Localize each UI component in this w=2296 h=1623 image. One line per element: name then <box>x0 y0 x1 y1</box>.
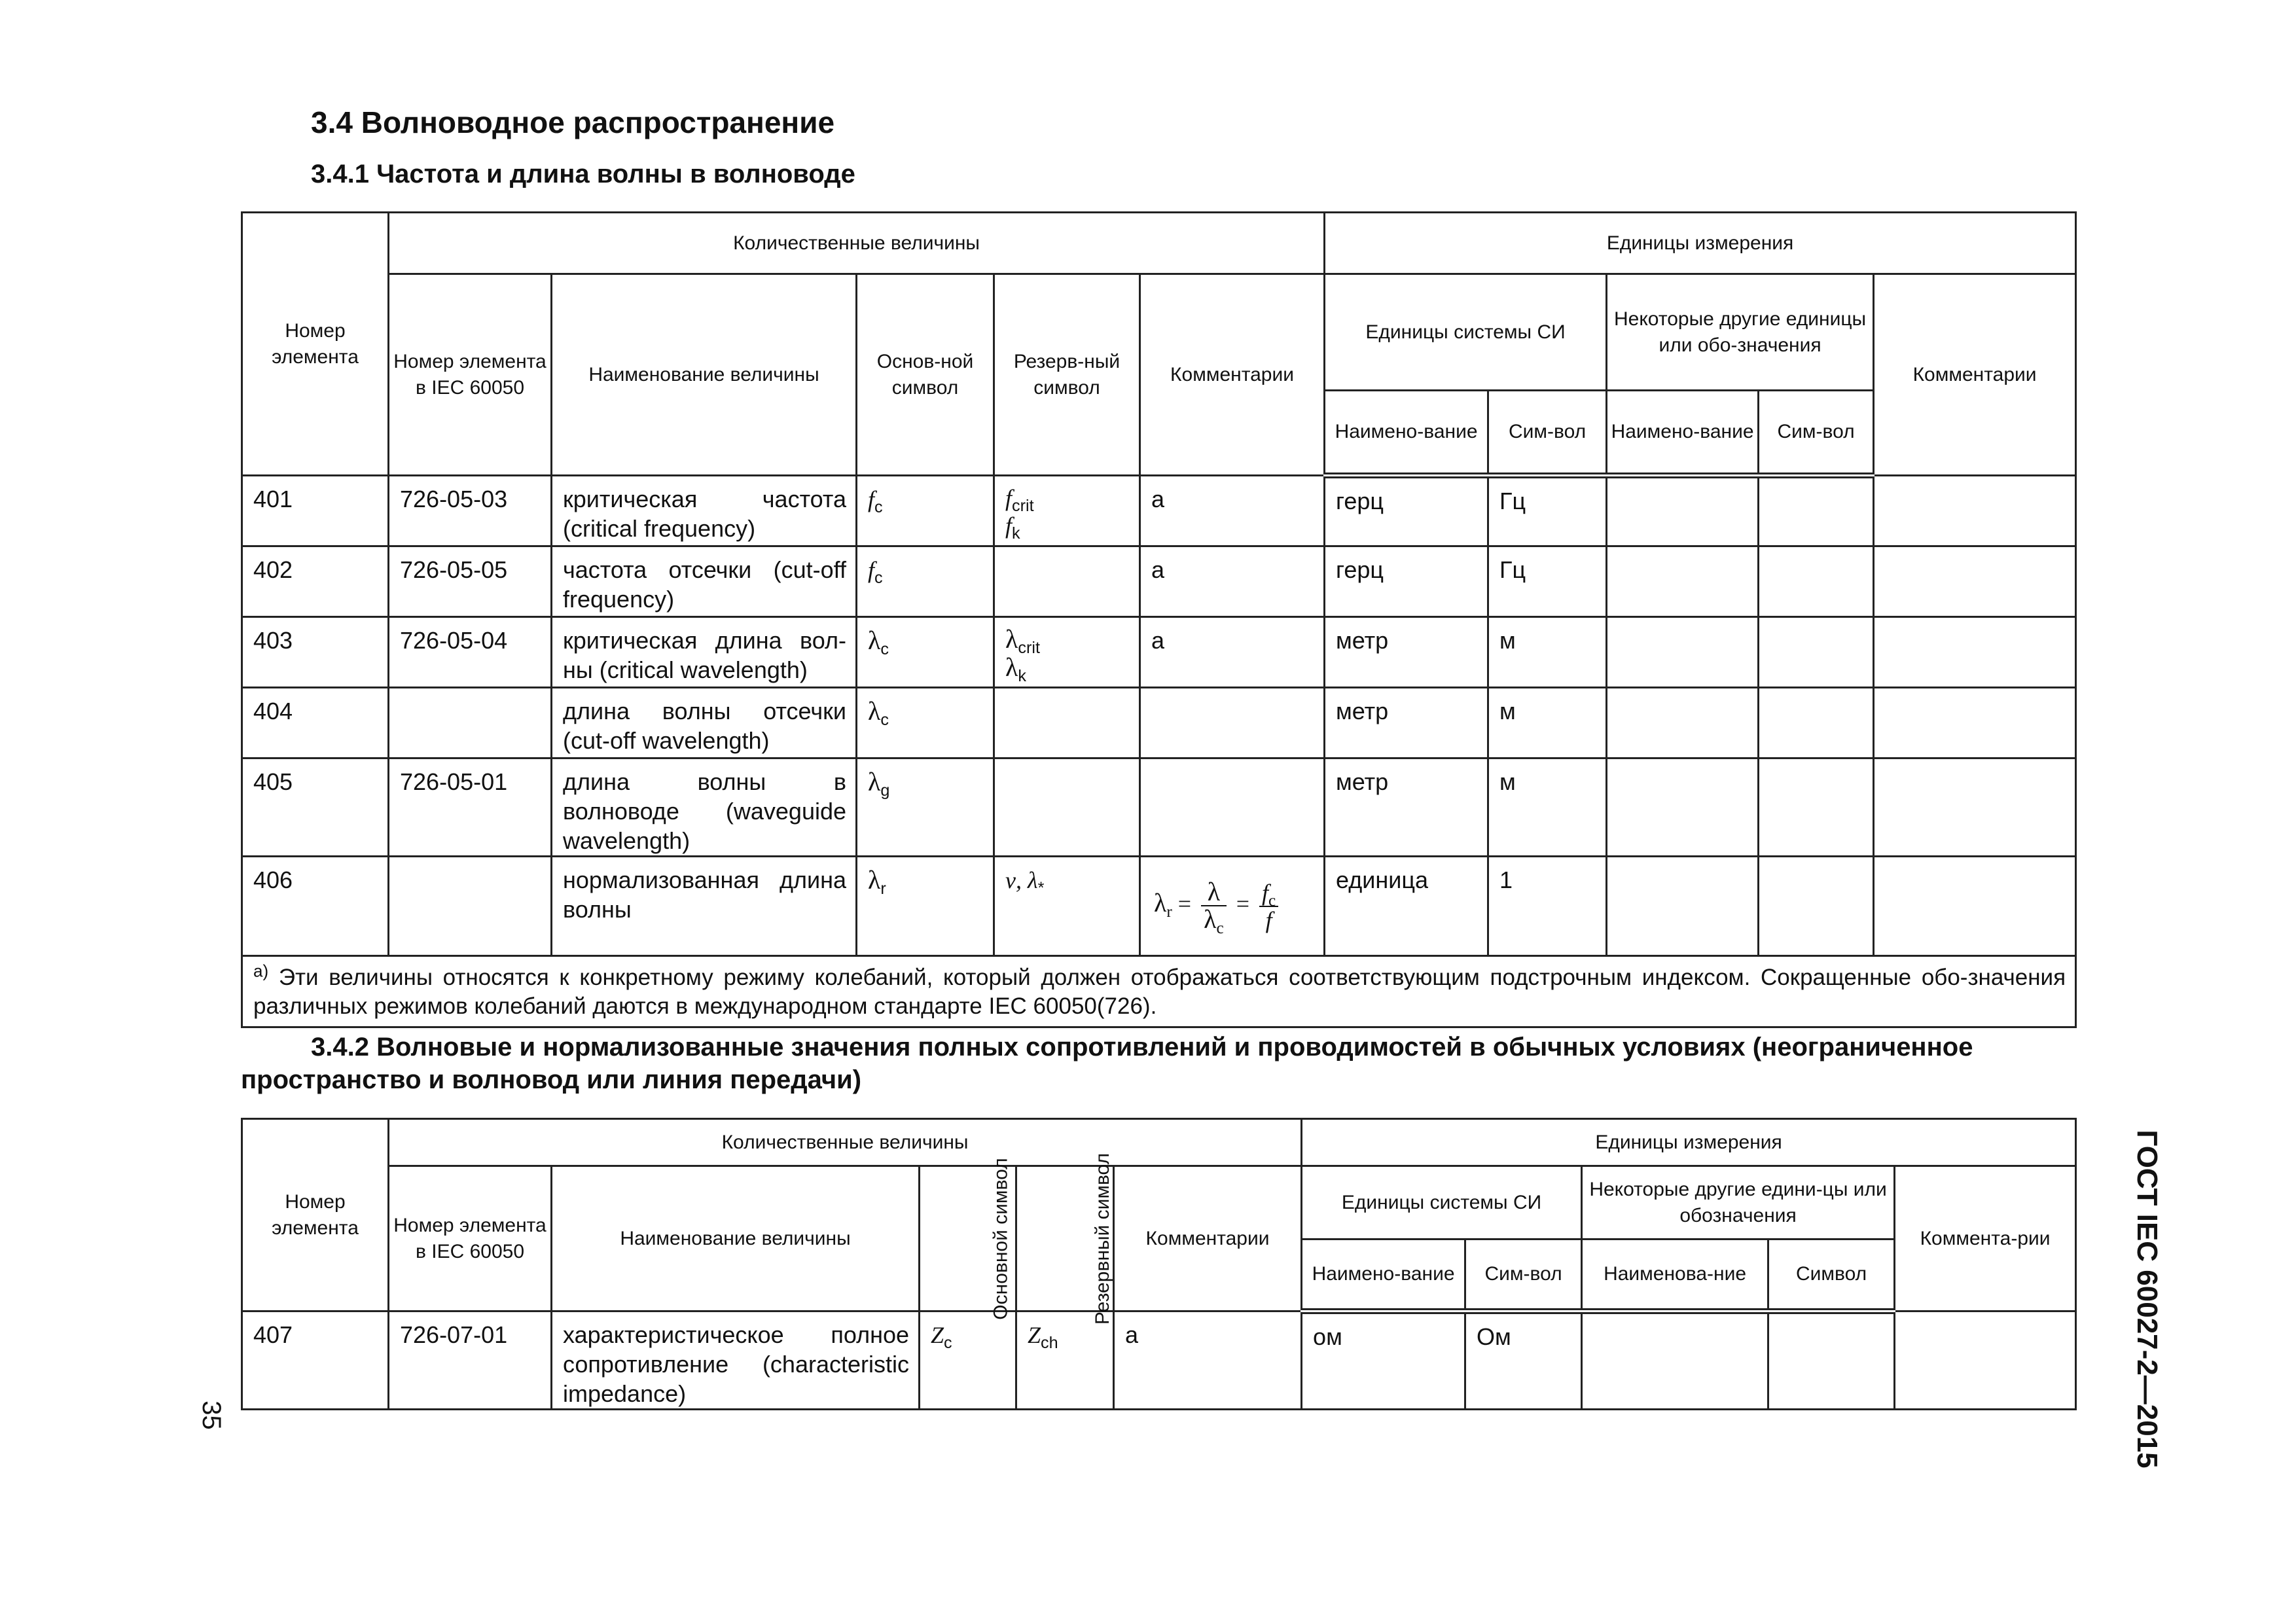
cell-main-symbol: $f_c$ <box>857 546 994 617</box>
header-si-symbol: Сим-вол <box>1465 1240 1582 1311</box>
cell-iec <box>389 688 552 758</box>
header-units: Единицы измерения <box>1302 1119 2076 1166</box>
cell-name: критическая частота (critical frequency) <box>552 476 857 546</box>
header-reserve-symbol: Резервный символ <box>1016 1166 1114 1311</box>
cell-unit-comments <box>1874 617 2076 688</box>
cell-no: 404 <box>242 688 389 758</box>
cell-si-symbol: м <box>1488 758 1607 857</box>
cell-iec: 726-07-01 <box>389 1311 552 1410</box>
section-title: 3.4 Волноводное распространение <box>311 105 835 139</box>
header-comments: Комментарии <box>1140 274 1325 476</box>
cell-reserve-symbol <box>994 758 1140 857</box>
cell-no: 405 <box>242 758 389 857</box>
cell-reserve-symbol: $Z_{ch}$ <box>1016 1311 1114 1410</box>
cell-other-symbol <box>1759 546 1874 617</box>
cell-other-name <box>1607 688 1759 758</box>
cell-comment <box>1140 758 1325 857</box>
normalized-wavelength-formula: $\lambda_r$ = $\frac{\lambda}{\lambda_c}$ = $\frac{f_c}{f}$ <box>1154 879 1282 933</box>
header-element-no: Номер элемента <box>242 213 389 476</box>
cell-name: нормализованная длина волны <box>552 857 857 956</box>
table-row <box>242 1311 2076 1410</box>
header-other-name: Наименова-ние <box>1582 1240 1768 1311</box>
cell-unit-comments <box>1874 546 2076 617</box>
cell-no: 402 <box>242 546 389 617</box>
cell-unit-comments <box>1895 1311 2076 1410</box>
header-si-name: Наимено-вание <box>1302 1240 1465 1311</box>
cell-si-name: метр <box>1325 688 1488 758</box>
header-element-no: Номер элемента <box>242 1119 389 1311</box>
cell-other-symbol <box>1759 758 1874 857</box>
table-row <box>242 688 2076 758</box>
cell-si-name: метр <box>1325 617 1488 688</box>
cell-name: длина волны отсечки (cut-off wavelength) <box>552 688 857 758</box>
header-unit-comments: Коммента-рии <box>1895 1166 2076 1311</box>
cell-unit-comments <box>1874 476 2076 546</box>
cell-no: 403 <box>242 617 389 688</box>
cell-no: 401 <box>242 476 389 546</box>
header-reserve-symbol: Резерв-ный символ <box>994 274 1140 476</box>
cell-other-symbol <box>1759 857 1874 956</box>
header-other-units: Некоторые другие единицы или обо-значения <box>1607 274 1874 391</box>
cell-comment-formula <box>1140 857 1325 956</box>
header-units: Единицы измерения <box>1325 213 2076 274</box>
header-name: Наименование величины <box>552 1166 920 1311</box>
cell-other-symbol <box>1759 476 1874 546</box>
cell-reserve-symbol: $\lambda_{crit}$ $\lambda_k$ <box>994 617 1140 688</box>
cell-other-symbol <box>1759 688 1874 758</box>
cell-iec: 726-05-03 <box>389 476 552 546</box>
cell-no: 407 <box>242 1311 389 1410</box>
cell-iec: 726-05-01 <box>389 758 552 857</box>
table-row <box>242 476 2076 546</box>
cell-name: критическая длина вол-ны (critical wavelength) <box>552 617 857 688</box>
cell-si-name: ом <box>1302 1311 1465 1410</box>
cell-si-name: герц <box>1325 476 1488 546</box>
table-impedance <box>241 1118 2077 1410</box>
table-row <box>242 857 2076 956</box>
header-name: Наименование величины <box>552 274 857 476</box>
cell-si-name: герц <box>1325 546 1488 617</box>
cell-main-symbol: $Z_c$ <box>920 1311 1016 1410</box>
cell-reserve-symbol: ν, $\lambda_*$ <box>994 857 1140 956</box>
page-number: 35 <box>196 1400 226 1430</box>
cell-name: характеристическое полное сопротивление (characteristic impedance) <box>552 1311 920 1410</box>
cell-si-symbol: Ом <box>1465 1311 1582 1410</box>
cell-other-name <box>1607 617 1759 688</box>
cell-si-name: единица <box>1325 857 1488 956</box>
cell-other-symbol <box>1759 617 1874 688</box>
cell-iec <box>389 857 552 956</box>
header-main-symbol: Основной символ <box>920 1166 1016 1311</box>
cell-si-symbol: 1 <box>1488 857 1607 956</box>
cell-si-name: метр <box>1325 758 1488 857</box>
cell-other-symbol <box>1768 1311 1895 1410</box>
header-si-units: Единицы системы СИ <box>1302 1166 1582 1240</box>
header-other-symbol: Сим-вол <box>1759 391 1874 476</box>
cell-main-symbol: $\lambda_g$ <box>857 758 994 857</box>
table-row <box>242 546 2076 617</box>
cell-si-symbol: Гц <box>1488 476 1607 546</box>
cell-main-symbol: $\lambda_c$ <box>857 688 994 758</box>
header-main-symbol: Основ-ной символ <box>857 274 994 476</box>
table-row <box>242 617 2076 688</box>
header-quantities: Количественные величины <box>389 213 1325 274</box>
header-quantities: Количественные величины <box>389 1119 1302 1166</box>
subsection-title-1: 3.4.1 Частота и длина волны в волноводе <box>311 160 855 188</box>
table-footnote: $^{a)}$ Эти величины относятся к конкретному режиму колебаний, который должен отображаться соответствующим подстрочным индексом. Сокращенные обо-значения различных режимов колебаний даются в международном стандарте IEC 60050(726). <box>242 956 2076 1027</box>
header-other-units: Некоторые другие едини-цы или обозначения <box>1582 1166 1895 1240</box>
cell-si-symbol: м <box>1488 688 1607 758</box>
header-si-name: Наимено-вание <box>1325 391 1488 476</box>
header-other-name: Наимено-вание <box>1607 391 1759 476</box>
cell-iec: 726-05-04 <box>389 617 552 688</box>
cell-iec: 726-05-05 <box>389 546 552 617</box>
cell-other-name <box>1607 758 1759 857</box>
cell-other-name <box>1582 1311 1768 1410</box>
cell-reserve-symbol: $f_{crit}$ $f_k$ <box>994 476 1140 546</box>
cell-comment <box>1140 688 1325 758</box>
cell-name: длина волны в волноводе (waveguide wavelength) <box>552 758 857 857</box>
cell-no: 406 <box>242 857 389 956</box>
cell-other-name <box>1607 857 1759 956</box>
header-unit-comments: Комментарии <box>1874 274 2076 476</box>
cell-unit-comments <box>1874 758 2076 857</box>
header-other-symbol: Символ <box>1768 1240 1895 1311</box>
cell-other-name <box>1607 546 1759 617</box>
cell-main-symbol: $\lambda_c$ <box>857 617 994 688</box>
cell-reserve-symbol <box>994 688 1140 758</box>
cell-main-symbol: $\lambda_r$ <box>857 857 994 956</box>
table-row <box>242 758 2076 857</box>
cell-unit-comments <box>1874 857 2076 956</box>
header-si-units: Единицы системы СИ <box>1325 274 1607 391</box>
cell-unit-comments <box>1874 688 2076 758</box>
cell-comment: a <box>1140 546 1325 617</box>
header-si-symbol: Сим-вол <box>1488 391 1607 476</box>
cell-comment: a <box>1140 476 1325 546</box>
cell-reserve-symbol <box>994 546 1140 617</box>
cell-name: частота отсечки (cut-off frequency) <box>552 546 857 617</box>
header-iec-no: Номер элемента в IEC 60050 <box>389 274 552 476</box>
cell-comment: a <box>1140 617 1325 688</box>
header-comments: Комментарии <box>1114 1166 1302 1311</box>
header-iec-no: Номер элемента в IEC 60050 <box>389 1166 552 1311</box>
cell-main-symbol: $f_c$ <box>857 476 994 546</box>
subsection-title-2: 3.4.2 Волновые и нормализованные значения полных сопротивлений и проводимостей в обычных условиях (неограниченное пространство и волновод или линия передачи) <box>241 1033 1973 1094</box>
table-frequency-wavelength <box>241 211 2077 1028</box>
cell-si-symbol: Гц <box>1488 546 1607 617</box>
cell-other-name <box>1607 476 1759 546</box>
cell-comment: a <box>1114 1311 1302 1410</box>
cell-si-symbol: м <box>1488 617 1607 688</box>
